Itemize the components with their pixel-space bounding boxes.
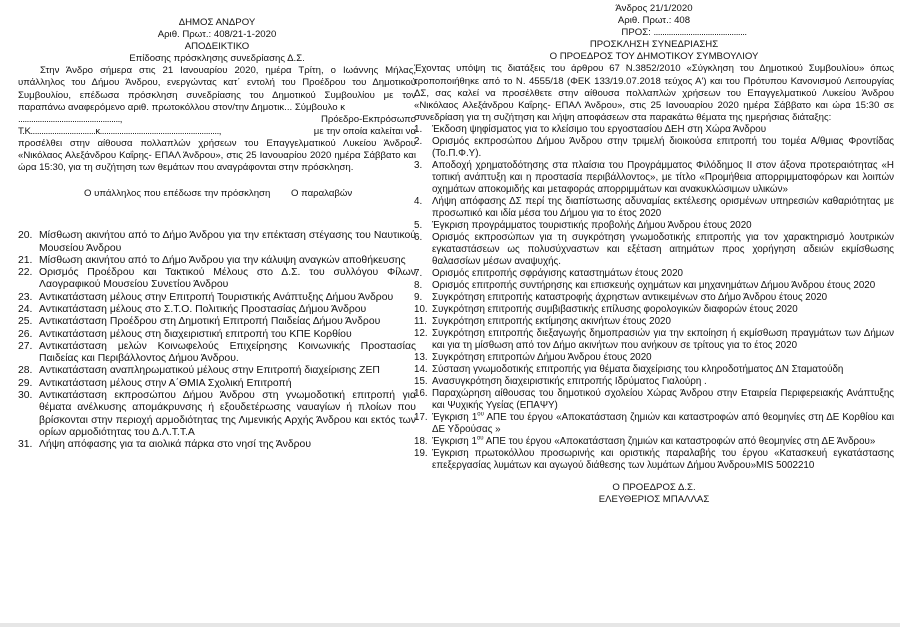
protocol-number: Αριθ. Πρωτ.: 408 xyxy=(617,15,691,27)
agenda-item-text-prefix: Έγκριση 1 xyxy=(432,435,477,447)
agenda-item-number: 15. xyxy=(414,375,428,387)
agenda-item-text: Αντικατάσταση μέλους στην Α΄ΘΜΙΑ Σχολική Επιτροπή xyxy=(39,377,292,389)
agenda-item xyxy=(18,378,416,390)
ordinal-superscript: ου xyxy=(477,411,484,418)
tk-blank-field: Τ.Κ..............................κ......................................................., xyxy=(18,125,221,137)
agenda-item xyxy=(18,390,416,439)
agenda-item xyxy=(18,316,416,328)
agenda-item-text: ΑΠΕ του έργου «Αποκατάσταση ζημιών και καταστροφών από θεομηνίες στη ΔΕ Κορθίου και ΔΕ Υδρούσας » xyxy=(432,411,894,435)
place-date: Άνδρος 21/1/2020 xyxy=(615,3,693,14)
page-bottom-border xyxy=(0,623,900,627)
agenda-item-number: 24. xyxy=(18,304,33,315)
agenda-item-number: 18. xyxy=(414,435,428,447)
agenda-item-number: 27. xyxy=(18,340,33,352)
agenda-item-number: 23. xyxy=(18,291,33,303)
representative-role: Πρόεδρο-Εκπρόσωπο xyxy=(320,113,416,125)
agenda-item-text: Λήψη απόφασης για τα αιολικά πάρκα στο νησί της Άνδρου xyxy=(39,439,312,451)
agenda-item xyxy=(414,364,894,376)
recipient-blank: ........................................... xyxy=(653,27,747,39)
agenda-item-text: Ορισμός επιτροπής συντήρησης και επισκευής οχημάτων και μηχανημάτων Δήμου Άνδρου έτους 2020 xyxy=(432,279,876,291)
employee-signature-label: Ο υπάλληλος που επέδωσε την πρόσκληση xyxy=(84,188,271,200)
agenda-item-text: Ορισμός Προέδρου και Τακτικού Μέλους στο Δ.Σ. του συλλόγου Φίλων Λαογραφικού Μουσείου Συνετίου Άνδρου xyxy=(39,267,416,291)
agenda-item-number: 13. xyxy=(414,351,428,363)
agenda-item-text: Ανασυγκρότηση διαχειριστικής επιτροπής Ιδρύματος Γιαλούρη . xyxy=(432,375,707,387)
signatures-line xyxy=(18,188,416,199)
blank-name-field: ..............................................., xyxy=(18,113,122,125)
agenda-item xyxy=(414,352,894,364)
tk-line xyxy=(18,126,416,138)
agenda-item-text: Λήψη απόφασης ΔΣ περί της διαπίστωσης αδυναμίας εκτέλεσης ορισμένων υπηρεσιών καθαριότητας με προσωπικό και ιδία μέσα του Δήμου για το έτος 2020 xyxy=(432,195,894,219)
agenda-item xyxy=(414,160,894,196)
receipt-document xyxy=(18,0,416,452)
agenda-item xyxy=(414,328,894,352)
agenda-item-text: ΑΠΕ του έργου «Αποκατάσταση ζημιών και καταστροφών από θεομηνίες στη ΔΕ Άνδρου» xyxy=(483,435,876,447)
agenda-item-text: Συγκρότηση επιτροπής καταστροφής άχρηστων αντικειμένων στο Δήμο Άνδρου έτους 2020 xyxy=(432,291,828,303)
agenda-item-text: Μίσθωση ακινήτου από το Δήμο Άνδρου για την επέκταση στέγασης του Ναυτικού Μουσείου Άνδρου xyxy=(39,230,416,254)
agenda-item xyxy=(414,220,894,232)
agenda-item xyxy=(414,304,894,316)
agenda-item-text: Αντικατάσταση μέλους στη διαχειριστική επιτροπή του ΚΠΕ Κορθίου xyxy=(39,328,352,340)
agenda-item-number: 14. xyxy=(414,363,428,375)
agenda-item-text: Συγκρότηση επιτροπών Δήμου Άνδρου έτους 2020 xyxy=(432,351,652,363)
agenda-item-text: Αντικατάσταση μέλους στο Σ.Τ.Ο. Πολιτικής Προστασίας Δήμου Άνδρου xyxy=(39,304,367,315)
agenda-item-number: 5. xyxy=(414,219,423,231)
agenda-item xyxy=(414,232,894,268)
agenda-item xyxy=(414,388,894,412)
invitation-title: ΠΡΟΣΚΛΗΣΗ ΣΥΝΕΔΡΙΑΣΗΣ xyxy=(589,39,719,51)
agenda-item-number: 21. xyxy=(18,254,33,266)
agenda-item-number: 16. xyxy=(414,387,428,399)
document-title: ΑΠΟΔΕΙΚΤΙΚΟ xyxy=(184,41,250,53)
agenda-item xyxy=(18,255,416,267)
agenda-item xyxy=(414,280,894,292)
agenda-item-number: 26. xyxy=(18,328,33,340)
agenda-item xyxy=(414,436,894,448)
agenda-item-text: Αντικατάσταση αναπληρωματικού μέλους στην Επιτροπή διαχείρισης ΖΕΠ xyxy=(39,365,380,377)
municipality-name: ΔΗΜΟΣ ΑΝΔΡΟΥ xyxy=(178,17,256,28)
agenda-item xyxy=(414,292,894,304)
tk-line-rest: με την οποία καλείται να xyxy=(313,125,416,137)
agenda-item xyxy=(414,268,894,280)
agenda-item xyxy=(414,196,894,220)
agenda-item-text: Αντικατάσταση εκπροσώπου Δήμου Άνδρου στη γνωμοδοτική επιτροπή για θέματα ανέλκυσης απομάκρυνσης ή εξουδετέρωσης ναυαγίων ή πλοίων που βρίσκονται στην περιοχή αρμοδιότητας της Λιμενικής Αρχής Άνδρου και εκτός των ορίων αρμοδιότητας του Δ.Λ.Τ.Τ.Α xyxy=(39,390,416,438)
agenda-item xyxy=(18,267,416,292)
agenda-item-number: 28. xyxy=(18,365,33,377)
agenda-item xyxy=(18,230,416,255)
receipt-body-part2: προσέλθει στην αίθουσα πολλαπλών χρήσεων του Επαγγελματικού Λυκείου Άνδρου «Νικόλαος Αλεξάνδρου Καΐρης- ΕΠΑΛ Άνδρου», στις 25 Ιανουαρίου 2020 ημέρα Σάββατο και ώρα 15:30, για τη συζήτηση των θεμάτων που αναγράφονται στην πρόσκληση. xyxy=(18,137,416,174)
agenda-item-number: 29. xyxy=(18,377,33,389)
agenda-item-number: 25. xyxy=(18,316,33,328)
agenda-item-number: 22. xyxy=(18,267,33,279)
agenda-item-number: 12. xyxy=(414,327,428,339)
agenda-item-number: 10. xyxy=(414,303,428,315)
ordinal-superscript: ου xyxy=(476,435,484,442)
agenda-item-text: Συγκρότηση επιτροπής εκτίμησης ακινήτων έτους 2020 xyxy=(432,315,671,327)
agenda-item xyxy=(18,439,416,451)
agenda-item-text: Έγκριση πρωτοκόλλου προσωρινής και οριστικής παραλαβής του έργου «Κατασκευή εγκατάστασης επεξεργασίας λυμάτων και αγωγού διάθεσης των λυμάτων Δήμου Άνδρου»MIS 5002210 xyxy=(432,447,894,471)
agenda-item xyxy=(18,304,416,316)
agenda-item xyxy=(18,292,416,304)
agenda-item-number: 19. xyxy=(414,447,428,459)
agenda-item-number: 7. xyxy=(414,267,423,279)
agenda-item-number: 17. xyxy=(414,411,428,423)
agenda-item-text-prefix: Έγκριση 1 xyxy=(432,411,478,423)
recipient-line xyxy=(414,27,894,39)
agenda-item-number: 2. xyxy=(414,135,423,147)
agenda-item xyxy=(18,365,416,377)
agenda-item-number: 20. xyxy=(18,230,33,242)
invitation-document xyxy=(414,0,894,506)
invitation-subtitle: Ο ΠΡΟΕΔΡΟΣ ΤΟΥ ΔΗΜΟΤΙΚΟΥ ΣΥΜΒΟΥΛΙΟΥ xyxy=(549,51,759,63)
agenda-item-number: 9. xyxy=(414,291,423,303)
agenda-item xyxy=(414,136,894,160)
agenda-list-continued xyxy=(18,230,416,451)
agenda-item-text: Συγκρότηση επιτροπής συμβιβαστικής επίλυσης φορολογικών διαφορών έτους 2020 xyxy=(432,303,798,315)
agenda-item-number: 8. xyxy=(414,279,423,291)
agenda-item-text: Έγκριση προγράμματος τουριστικής προβολής Δήμου Άνδρου έτους 2020 xyxy=(432,219,752,231)
agenda-item-text: Παραχώρηση αίθουσας του δημοτικού σχολείου Χώρας Άνδρου στην Εταιρεία Περιφερειακής Ανάπτυξης και Ψυχικής Υγείας (ΕΠΑΨΥ) xyxy=(432,387,894,411)
representative-line xyxy=(18,114,416,126)
agenda-item xyxy=(414,124,894,136)
agenda-item xyxy=(18,341,416,366)
agenda-item-number: 3. xyxy=(414,159,423,171)
agenda-item-number: 31. xyxy=(18,439,33,451)
agenda-item-text: Αποδοχή χρηματοδότησης στα πλαίσια του Προγράμματος Φιλόδημος ΙΙ στον άξονα προτεραιότητας «Η τοπική ανάπτυξη και η προστασία περιβάλλοντος», με τίτλο «Προμήθεια απορριμματοφόρων και λοιπών οχημάτων αποκομιδής και μεταφοράς απορριμμάτων και ανακυκλώσιμων υλικών» xyxy=(432,159,894,195)
agenda-item xyxy=(414,448,894,472)
president-name: ΕΛΕΥΘΕΡΙΟΣ ΜΠΑΛΛΑΣ xyxy=(598,494,710,506)
receipt-body-part1: Στην Άνδρο σήμερα στις 21 Ιανουαρίου 2020, ημέρα Τρίτη, ο Ιωάννης Μήλας, υπάλληλος του Δήμου Άνδρου, ενεργώντας κατ΄ εντολή του Προέδρου του Δημοτικού Συμβουλίου, επέδωσα πρόσκληση συνεδρίασης του Δημοτικού Συμβουλίου με τον παραπάνω αναφερόμενο αριθ. πρωτοκόλλου στον/την Δημοτικ... Σύμβουλο κ xyxy=(18,65,416,113)
agenda-item-text: Σύσταση γνωμοδοτικής επιτροπής για θέματα διαχείρισης του κληροδοτήματος ΔΝ Σταματούδη xyxy=(432,363,844,375)
recipient-label: ΠΡΟΣ: xyxy=(621,27,651,39)
agenda-item-text: Μίσθωση ακινήτου από το Δήμο Άνδρου για την κάλυψη αναγκών αποθήκευσης xyxy=(39,254,406,266)
agenda-item-text: Αντικατάσταση μέλους στην Επιτροπή Τουριστικής Ανάπτυξης Δήμου Άνδρου xyxy=(39,291,394,303)
agenda-item-text: Ορισμός εκπροσώπου Δήμου Άνδρου στην τριμελή διοικούσα επιτροπή του τομέα Α/θμιας Φροντίδας (Το.Π.Φ.Υ). xyxy=(432,135,894,159)
agenda-item-text: Έκδοση ψηφίσματος για το κλείσιμο του εργοστασίου ΔΕΗ στη Χώρα Άνδρου xyxy=(432,123,767,135)
agenda-item xyxy=(18,329,416,341)
receiver-signature-label: Ο παραλαβών xyxy=(291,188,353,200)
agenda-item-text: Συγκρότηση επιτροπής διεξαγωγής δημοπρασιών για την εκποίηση ή εκμίσθωση πραγμάτων των Δήμων και για τη μίσθωση από τον Δήμο ακινήτων που ανήκουν σε τρίτους για το έτος 2020 xyxy=(432,327,894,351)
president-title: Ο ΠΡΟΕΔΡΟΣ Δ.Σ. xyxy=(612,481,696,493)
agenda-item xyxy=(414,412,894,436)
agenda-item xyxy=(414,376,894,388)
agenda-item-number: 30. xyxy=(18,390,33,402)
document-subtitle: Επίδοσης πρόσκλησης συνεδρίασης Δ.Σ. xyxy=(129,53,305,65)
agenda-item-text: Αντικατάσταση μελών Κοινωφελούς Επιχείρησης Κοινωνικής Προστασίας Παιδείας και Περιβάλλοντος Δήμου Άνδρου. xyxy=(39,340,416,365)
agenda-item-text: Ορισμός εκπροσώπων για τη συγκρότηση γνωμοδοτικής επιτροπής για τον χαρακτηρισμό λουτρικών εγκαταστάσεων ως πολυσύχναστων και εξέταση αιτημάτων προς χορήγηση αδειών εκμίσθωσης θαλασσίων μέσων αναψυχής. xyxy=(432,231,894,267)
agenda-item xyxy=(414,316,894,328)
agenda-item-number: 6. xyxy=(414,231,423,243)
protocol-number: Αριθ. Πρωτ.: 408/21-1-2020 xyxy=(157,29,277,41)
agenda-item-number: 4. xyxy=(414,195,423,207)
agenda-item-text: Ορισμός επιτροπής σφράγισης καταστημάτων έτους 2020 xyxy=(432,267,683,279)
invitation-intro: Έχοντας υπόψη τις διατάξεις του άρθρου 67 Ν.3852/2010 «Σύγκληση του Δημοτικού Συμβουλίου» όπως τροποποιήθηκε από το Ν. 4555/18 (ΦΕΚ 133/19.07.2018 τεύχος Α') και του Πρότυπου Κανονισμού Λειτουργίας ΔΣ, σας καλεί να προσέλθετε στην αίθουσα πολλαπλών χρήσεων του Επαγγελματικού Λυκείου Άνδρου «Νικόλαος Αλεξάνδρου Καΐρης- ΕΠΑΛ Άνδρου», στις 25 Ιανουαρίου 2020 ημέρα Σάββατο και ώρα 15:30 σε συνεδρίαση για τη συζήτηση και λήψη αποφάσεων στα παρακάτω θέματα της ημερήσιας διάταξης: xyxy=(414,63,894,123)
agenda-item-number: 11. xyxy=(414,315,427,327)
agenda-list xyxy=(414,124,894,472)
agenda-item-number: 1. xyxy=(414,123,423,135)
agenda-item-text: Αντικατάσταση Προέδρου στη Δημοτική Επιτροπή Παιδείας Δήμου Άνδρου xyxy=(39,316,381,328)
